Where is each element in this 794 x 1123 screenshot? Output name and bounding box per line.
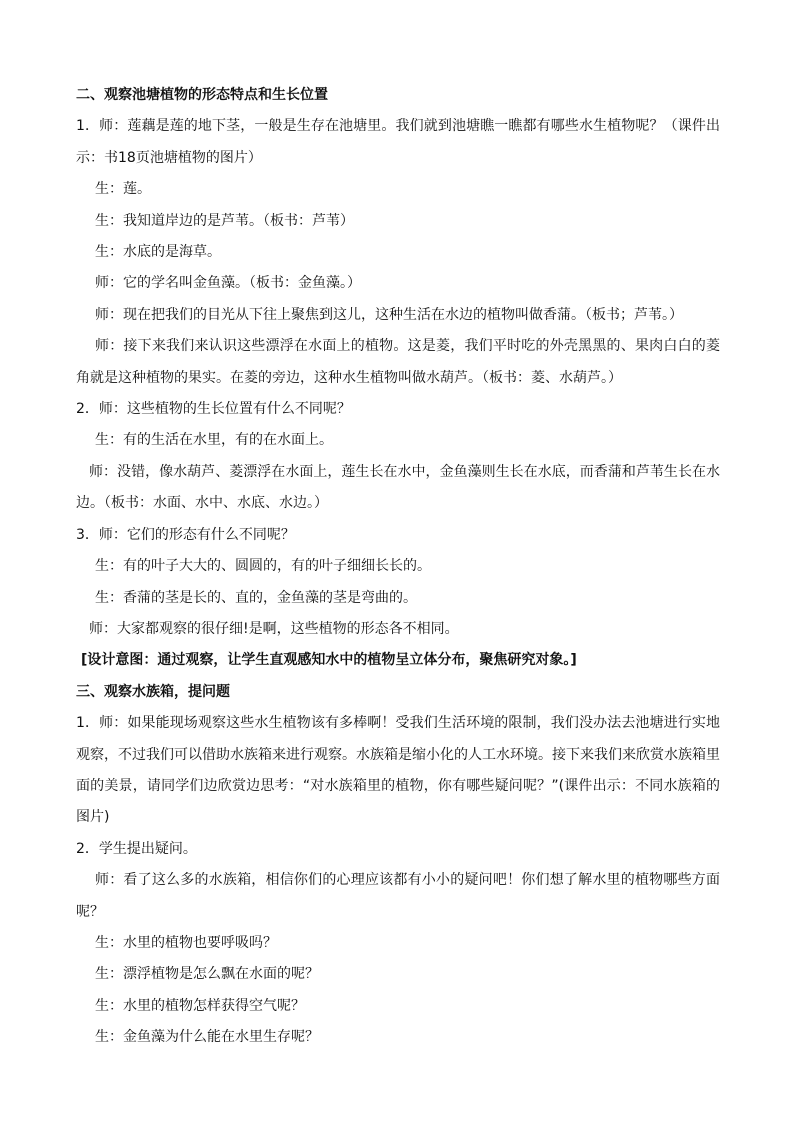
dialogue-paragraph: 师：没错，像水葫芦、菱漂浮在水面上，莲生长在水中，金鱼藻则生长在水底，而香蒲和芦苇生长在水边。（板书：水面、水中、水底、水边。） [76,463,720,512]
dialogue-line: 生：香蒲的茎是长的、直的，金鱼藻的茎是弯曲的。 [95,589,417,606]
dialogue-line: 师：它的学名叫金鱼藻。（板书：金鱼藻。） [95,275,361,292]
dialogue-line: 生：漂浮植物是怎么飘在水面的呢？ [95,966,319,983]
dialogue-paragraph: 师：看了这么多的水族箱，相信你们的心理应该都有小小的疑问吧！你们想了解水里的植物哪些方面呢？ [76,872,720,920]
dialogue-line: 师：大家都观察的很仔细!是啊，这些植物的形态各不相同。 [89,620,459,637]
paragraph: 1．师：如果能现场观察这些水生植物该有多棒啊！受我们生活环境的限制，我们没办法去池塘进行实地观察，不过我们可以借助水族箱来进行观察。水族箱是缩小化的人工水环境。接下来我们来欣赏水族箱里面的美景，请同学们边欣赏边思考：“对水族箱里的植物，你有哪些疑问呢？”(课件出示：不同水族箱的图片) [76,715,720,826]
dialogue-line: 生：水里的植物也要呼吸吗？ [95,934,277,951]
numbered-item: 3．师：它们的形态有什么不同呢？ [76,526,295,543]
dialogue-line: 师：现在把我们的目光从下往上聚焦到这儿，这种生活在水边的植物叫做香蒲。（板书；芦苇。） [95,306,683,323]
numbered-item: 2．师：这些植物的生长位置有什么不同呢？ [76,401,351,418]
dialogue-line: 生：我知道岸边的是芦苇。（板书：芦苇） [95,212,354,229]
section-heading: 二、观察池塘植物的形态特点和生长位置 [76,87,328,103]
design-intent-note: [设计意图：通过观察，让学生直观感知水中的植物呈立体分布，聚焦研究对象。] [81,652,577,669]
dialogue-line: 生：水底的是海草。 [95,244,221,261]
dialogue-line: 生：有的生活在水里，有的在水面上。 [95,432,333,449]
dialogue-line: 生：水里的植物怎样获得空气呢？ [95,997,305,1014]
document-page [76,80,720,1054]
paragraph: 1．师：莲藕是莲的地下茎，一般是生存在池塘里。我们就到池塘瞧一瞧都有哪些水生植物呢？（课件出示：书18页池塘植物的图片） [76,118,720,166]
numbered-item: 2．学生提出疑问。 [76,840,197,857]
dialogue-line: 生：金鱼藻为什么能在水里生存呢？ [95,1029,319,1046]
dialogue-line: 生：有的叶子大大的、圆圆的，有的叶子细细长长的。 [95,558,431,575]
dialogue-paragraph: 师：接下来我们来认识这些漂浮在水面上的植物。这是菱，我们平时吃的外壳黑黑的、果肉白白的菱角就是这种植物的果实。在菱的旁边，这种水生植物叫做水葫芦。（板书：菱、水葫芦。） [76,338,720,386]
section-heading: 三、观察水族箱，提问题 [76,683,230,700]
dialogue-line: 生：莲。 [95,181,151,198]
